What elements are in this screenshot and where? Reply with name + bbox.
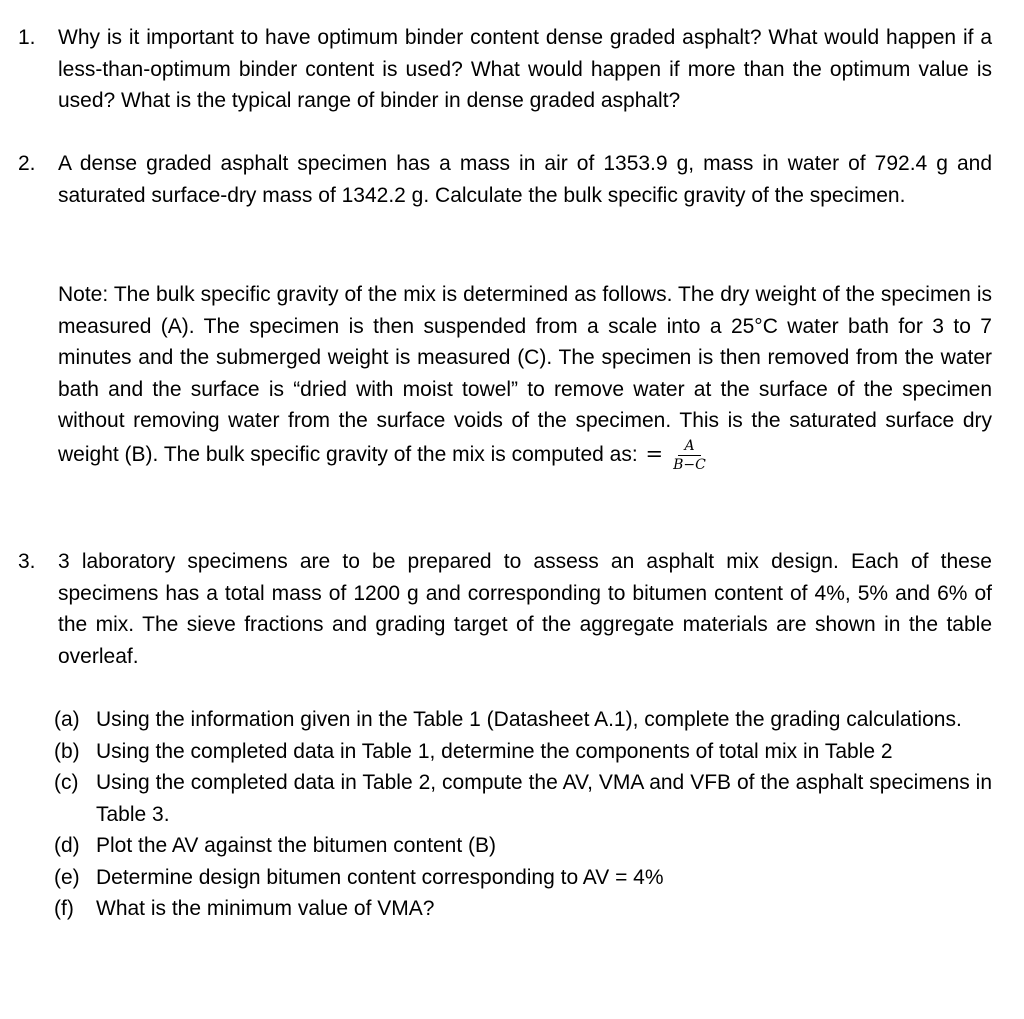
part-d-label: (d) — [54, 834, 80, 857]
question-3-parts — [54, 704, 992, 925]
part-f-text: What is the minimum value of VMA? — [96, 897, 435, 920]
part-c — [54, 767, 992, 830]
formula-numerator: A — [678, 437, 700, 456]
part-e-label: (e) — [54, 865, 80, 889]
part-a — [54, 704, 992, 736]
question-1 — [18, 22, 992, 117]
bulk-specific-gravity-formula — [646, 437, 708, 474]
part-e-text: Determine design bitumen content corresponding to AV = 4% — [96, 865, 664, 889]
question-2-note — [58, 279, 992, 474]
part-b-text: Using the completed data in Table 1, determine the components of total mix in Table 2 — [96, 739, 893, 763]
part-c-text: Using the completed data in Table 2, compute the AV, VMA and VFB of the asphalt specimens in Table 3. — [96, 771, 992, 826]
question-3-text: 3 laboratory specimens are to be prepared to assess an asphalt mix design. Each of these specimens has a total mass of 1200 g and corresponding to bitumen content of 4%, 5% and 6% of the mix. The sieve fractions and grading target of the aggregate materials are shown in the table overleaf. — [58, 550, 992, 668]
part-a-text: Using the information given in the Table 1 (Datasheet A.1), complete the grading calculations. — [96, 708, 962, 731]
question-2-text: A dense graded asphalt specimen has a mass in air of 1353.9 g, mass in water of 792.4 g and saturated surface-dry mass of 1342.2 g. Calculate the bulk specific gravity of the specimen. — [58, 152, 992, 207]
part-e — [54, 862, 992, 894]
part-b — [54, 736, 992, 768]
part-d-text: Plot the AV against the bitumen content (B) — [96, 834, 497, 857]
question-2 — [18, 148, 992, 211]
question-3 — [18, 546, 992, 672]
question-2-note-text: Note: The bulk specific gravity of the mix is determined as follows. The dry weight of the specimen is measured (A). The specimen is then suspended from a scale into a 25°C water bath for 3 to 7 minutes and the submerged weight is measured (C). The specimen is then removed from the water bath and the surface is “dried with moist towel” to remove water at the surface of the specimen without removing water from the surface voids of the specimen. This is the saturated surface dry weight (B). The bulk specific gravity of the mix is computed as: — [58, 283, 992, 466]
part-a-label: (a) — [54, 708, 80, 731]
question-1-text: Why is it important to have optimum binder content dense graded asphalt? What would happen if a less-than-optimum binder content is used? What would happen if more than the optimum value is used? What is the typical range of binder in dense graded asphalt? — [58, 26, 992, 112]
part-c-label: (c) — [54, 771, 79, 794]
formula-denominator: B−C — [673, 456, 706, 473]
question-1-number: 1. — [18, 26, 36, 49]
part-f-label: (f) — [54, 897, 74, 920]
part-d — [54, 830, 992, 862]
formula-fraction — [671, 437, 708, 474]
formula-equals: = — [645, 442, 664, 467]
part-f — [54, 893, 992, 925]
question-3-number: 3. — [18, 550, 36, 573]
question-2-number: 2. — [18, 152, 36, 175]
part-b-label: (b) — [54, 739, 80, 763]
